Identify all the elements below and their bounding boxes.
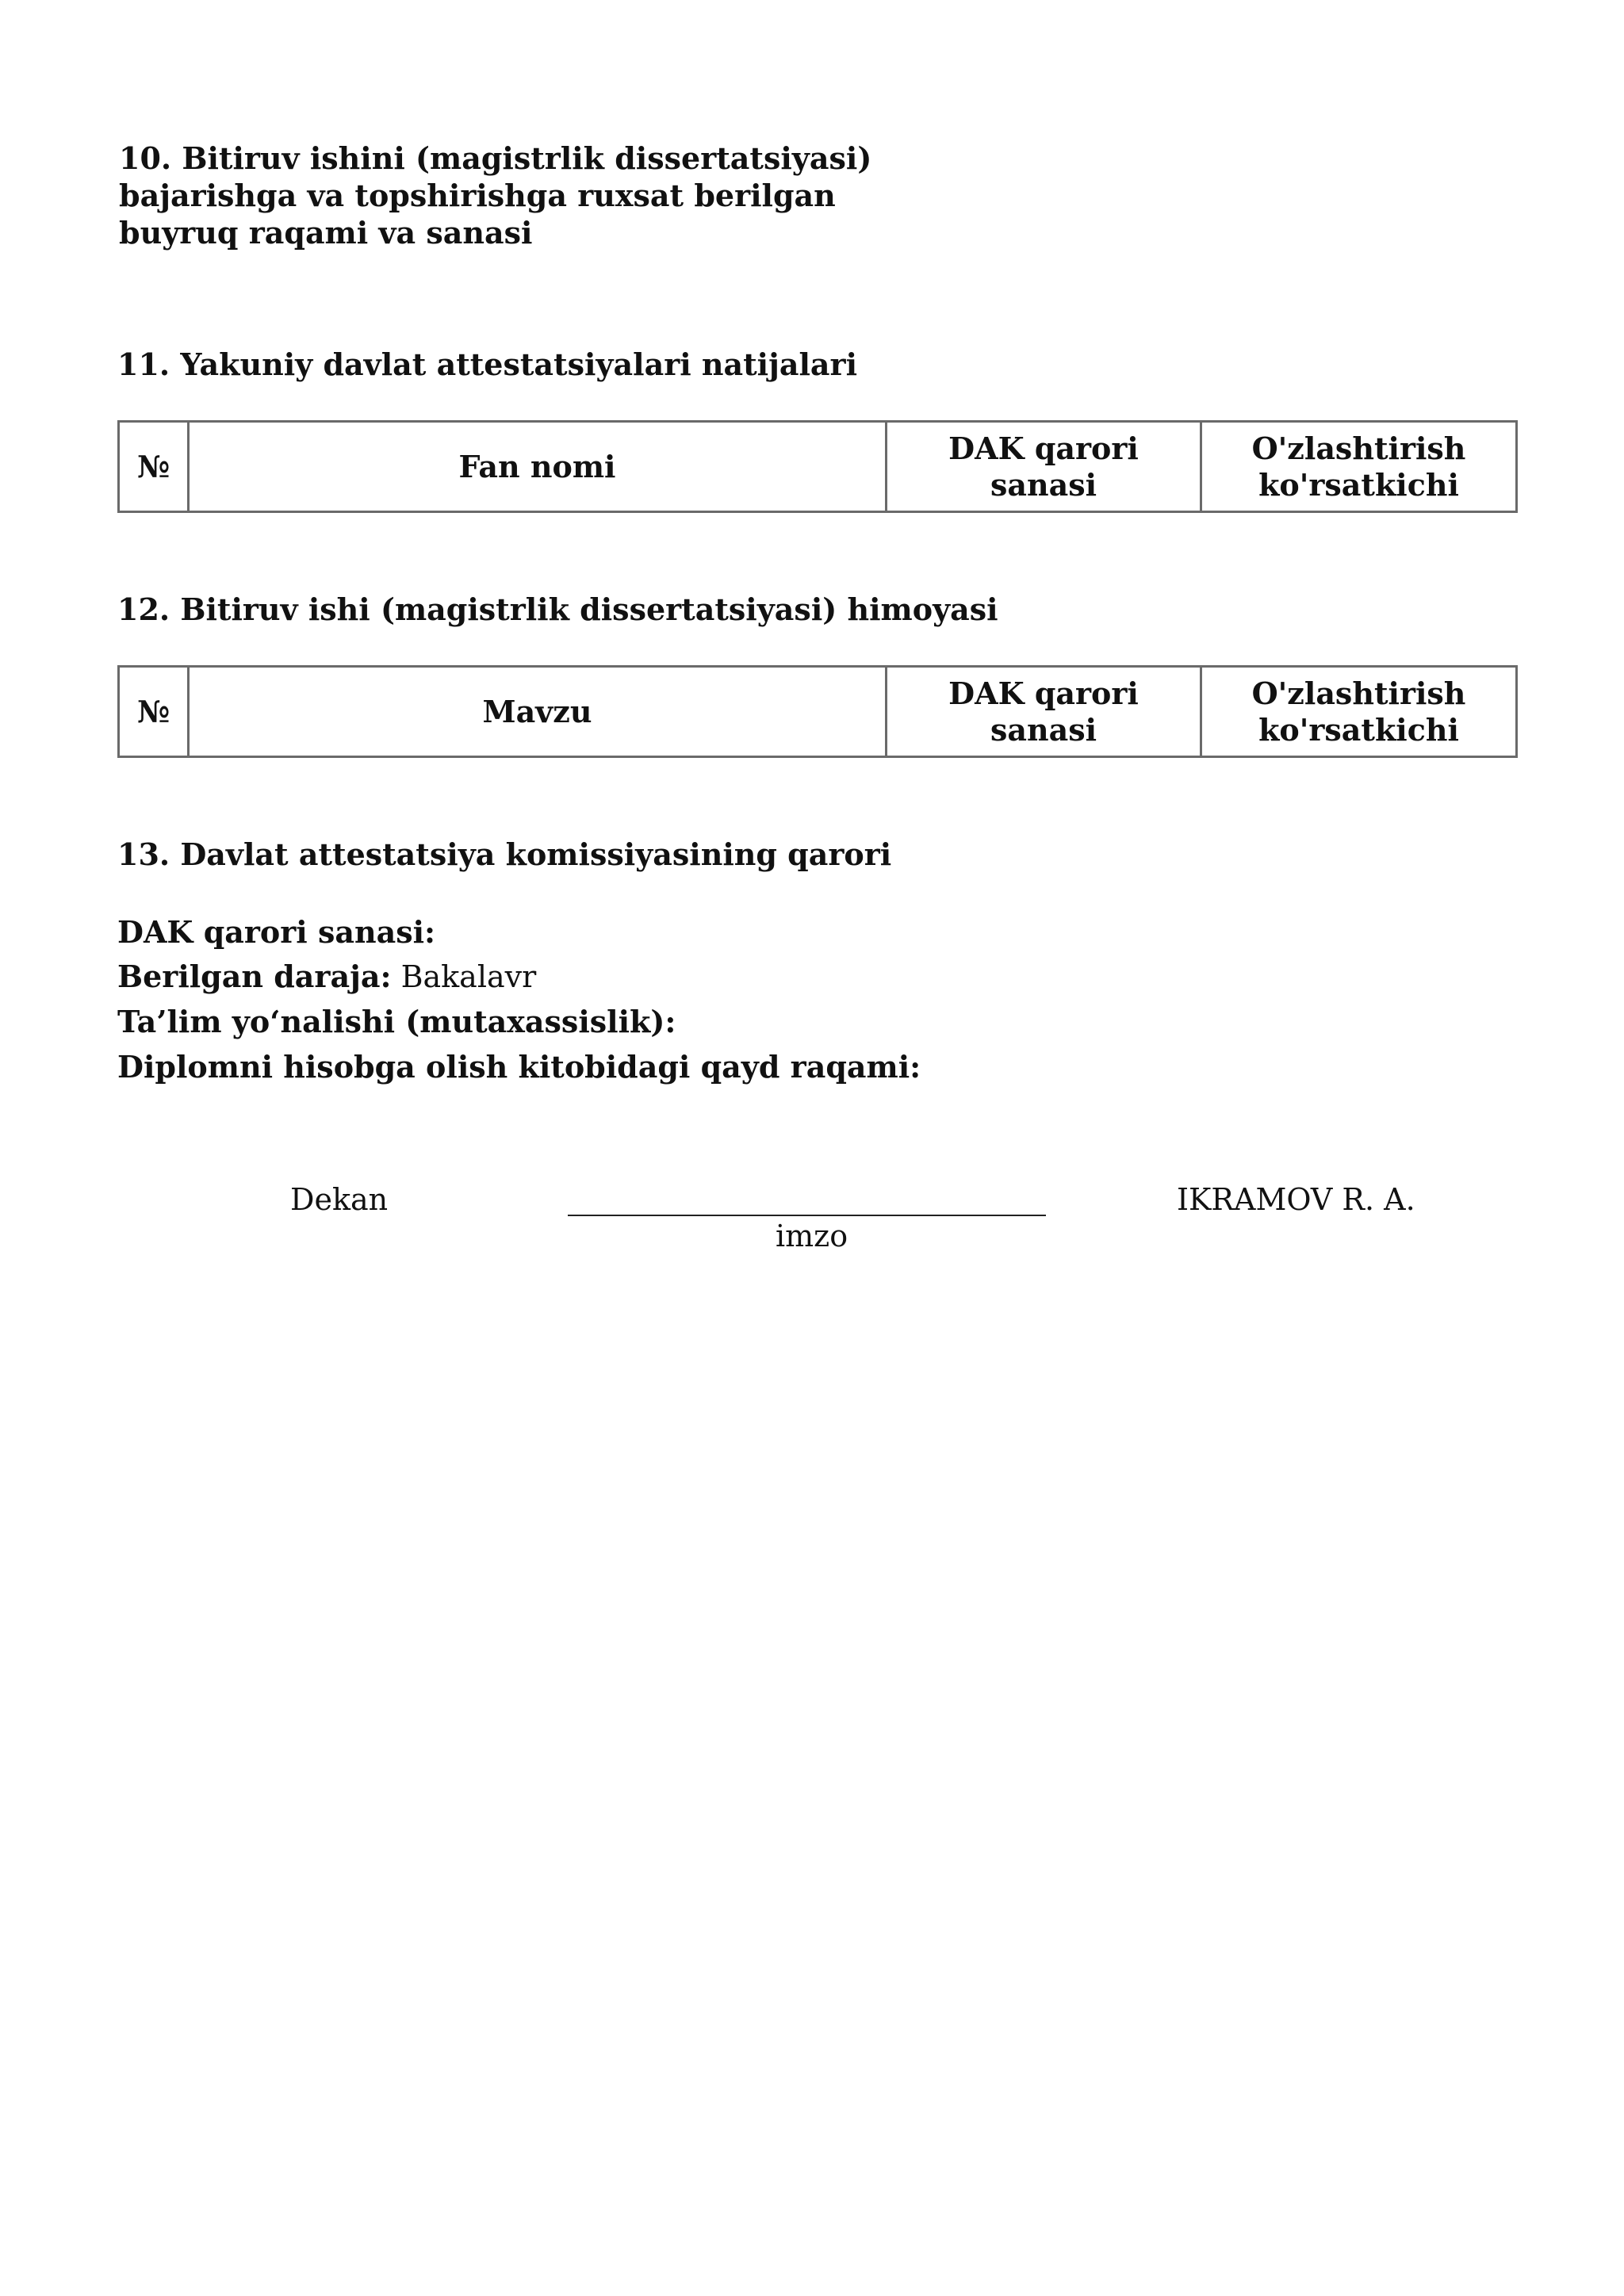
degree-line bbox=[117, 958, 536, 996]
section-10-title: 10. Bitiruv ishini (magistrlik dissertatsiyasi) bajarishga va topshirishga ruxsat berilgan buyruq raqami va sanasi bbox=[119, 140, 872, 251]
signer-name: IKRAMOV R. A. bbox=[1177, 1182, 1415, 1217]
attestation-results-table bbox=[117, 420, 1518, 513]
degree-label: Berilgan daraja: bbox=[117, 959, 392, 994]
section-13-title: 13. Davlat attestatsiya komissiyasining qarori bbox=[117, 836, 892, 872]
column-header-subject: Fan nomi bbox=[189, 422, 887, 512]
dak-date-line bbox=[117, 913, 435, 951]
column-header-dak-date: DAK qarori sanasi bbox=[887, 422, 1201, 512]
education-direction-label: Ta’lim yo‘nalishi (mutaxassislik): bbox=[117, 1004, 676, 1039]
section-11-title: 11. Yakuniy davlat attestatsiyalari natijalari bbox=[117, 346, 858, 382]
column-header-grade: O'zlashtirish ko'rsatkichi bbox=[1201, 667, 1517, 757]
column-header-topic: Mavzu bbox=[189, 667, 887, 757]
column-header-dak-date: DAK qarori sanasi bbox=[887, 667, 1201, 757]
thesis-defense-table bbox=[117, 665, 1518, 758]
column-header-number: № bbox=[119, 422, 189, 512]
column-header-grade: O'zlashtirish ko'rsatkichi bbox=[1201, 422, 1517, 512]
degree-value: Bakalavr bbox=[400, 959, 537, 994]
signer-role: Dekan bbox=[290, 1182, 389, 1217]
column-header-number: № bbox=[119, 667, 189, 757]
signature-line bbox=[568, 1215, 1046, 1216]
education-direction-line bbox=[117, 1003, 676, 1041]
signature-caption: imzo bbox=[776, 1219, 848, 1253]
table-header-row bbox=[119, 667, 1517, 757]
diploma-record-label: Diplomni hisobga olish kitobidagi qayd raqami: bbox=[117, 1049, 921, 1085]
diploma-record-line bbox=[117, 1048, 921, 1086]
section-12-title: 12. Bitiruv ishi (magistrlik dissertatsiyasi) himoyasi bbox=[117, 591, 998, 627]
table-header-row bbox=[119, 422, 1517, 512]
dak-date-label: DAK qarori sanasi: bbox=[117, 914, 436, 950]
